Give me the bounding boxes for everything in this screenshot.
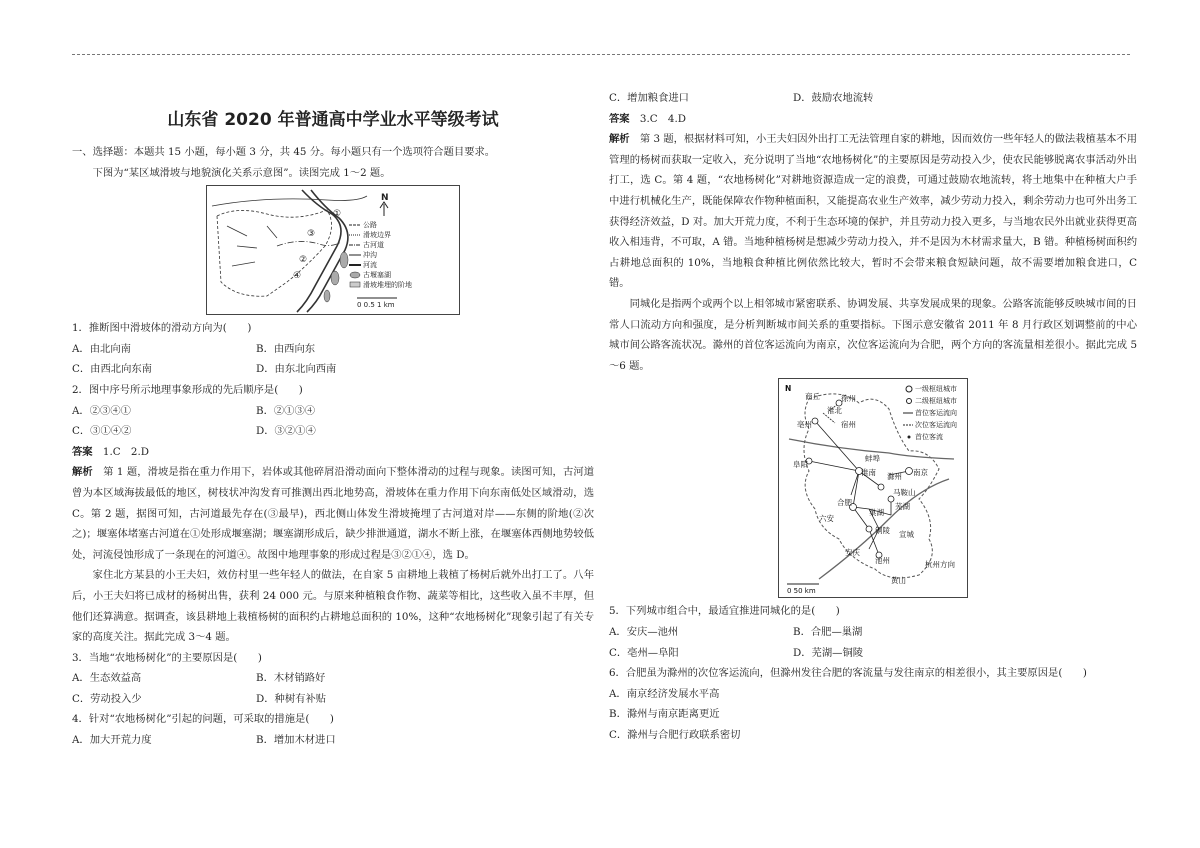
city-xuancheng: 宣城 (899, 530, 914, 540)
city-nanjing: 南京 (913, 468, 928, 478)
explanation-label: 解析 (72, 466, 93, 479)
anhui-map (778, 378, 968, 598)
city-wuhu: 芜湖 (895, 502, 910, 512)
city-shangqiu: 商丘 (805, 392, 820, 402)
q4-option-a: A．加大开荒力度 (72, 734, 152, 747)
city-hangzhou-direction: 杭州方向 (925, 560, 955, 570)
q6-option-b: B．滁州与南京距离更近 (609, 708, 720, 721)
q2-options-row2 (72, 421, 594, 442)
landslide-map (206, 185, 460, 315)
q6-option-c: C．滁州与合肥行政联系密切 (609, 728, 741, 741)
city-huangshan: 黄山 (891, 576, 906, 586)
map-num-2: ② (299, 255, 308, 266)
map2-scale: 0 50 km (787, 587, 816, 596)
q5-stem: 5．下列城市组合中，最适宜推进同城化的是( ) (609, 605, 840, 618)
city-hefei: 合肥 (837, 498, 852, 508)
city-suzhou: 宿州 (841, 420, 856, 430)
q1-stem: 1．推断图中滑坡体的滑动方向为( ) (72, 322, 252, 335)
legend-level1-hub: 一级枢纽城市 (915, 385, 957, 394)
right-column (609, 88, 1137, 745)
page-title: 山东省 2020 年普通高中学业水平等级考试 (167, 110, 499, 130)
north-arrow-icon (380, 202, 388, 216)
legend-buried-terrace: 滑坡堆埋的阶地 (363, 281, 412, 290)
q4-options-row1 (72, 730, 594, 751)
city-bozhou: 亳州 (797, 420, 812, 430)
city-bengbu: 蚌埠 (865, 454, 880, 464)
legend-ancient-channel: 古河道 (363, 241, 384, 250)
q3-option-c: C．劳动投入少 (72, 692, 142, 705)
map1-scale: 0 0.5 1 km (357, 301, 395, 310)
city-luan: 六安 (819, 514, 834, 524)
header-rule (72, 54, 1130, 55)
explanation-1-2 (72, 462, 594, 565)
legend-secondary-flow: 次位客运流向 (915, 421, 957, 430)
q1-option-a: A．由北向南 (72, 342, 131, 355)
q2-option-a: A．②③④① (72, 404, 131, 417)
q2-option-c: C．③①④② (72, 425, 132, 438)
city-maanshan: 马鞍山 (893, 488, 916, 498)
city-chizhou: 池州 (875, 556, 890, 566)
q6-stem: 6．合肥虽为滁州的次位客运流向，但滁州发往合肥的客流量与发往南京的相差很小，其主要原因是( ) (609, 667, 1087, 680)
q1-option-b: B．由西向东 (256, 342, 316, 355)
q4-option-d: D．鼓励农地流转 (793, 92, 874, 104)
q3-options-row1 (72, 668, 594, 689)
legend-landslide-boundary: 滑坡边界 (363, 231, 391, 240)
q5-option-a: A．安庆—池州 (609, 625, 679, 638)
legend-gully: 冲沟 (363, 251, 377, 260)
answer-label: 答案 (72, 445, 93, 458)
city-chaohu: 巢湖 (869, 508, 884, 518)
intro-q3-4: 家住北方某县的小王夫妇，效仿村里一些年轻人的做法，在自家 5 亩耕地上栽植了杨树后就外出打工了。八年后，小王夫妇将已成材的杨树出售，获利 24 000 元。与原来种植粮食作物、蔬菜等相比，这些收入虽不丰厚，但他们还算满意。据调查，该县耕地上栽植杨树的面积约占耕地总面积的 10%，这种“农地杨树化”现象引起了有关专家的高度关注。据此完成 3～4 题。 (72, 569, 594, 644)
legend-dammed-lake: 古堰塞湖 (363, 271, 391, 280)
q6-option-a: A．南京经济发展水平高 (609, 687, 720, 700)
legend-primary-flow: 首位客运流向 (915, 409, 957, 418)
q2-option-d: D．③②①④ (256, 425, 316, 438)
answer-text: 3.C 4.D (639, 112, 686, 125)
map-num-1: ① (333, 209, 342, 220)
answer-label: 答案 (609, 112, 630, 125)
q2-options-row1 (72, 401, 594, 422)
q3-option-b: B．木材销路好 (256, 672, 326, 685)
q3-option-a: A．生态效益高 (72, 672, 142, 685)
intro-q5-6: 同城化是指两个或两个以上相邻城市紧密联系、协调发展、共享发展成果的现象。公路客流能够反映城市间的日常人口流动方向和强度，是分析判断城市间关系的重要指标。下图示意安徽省 2011 年 8 月行政区划调整前的中心城市间公路客流状况。滁州的首位客运流向为南京，次位客运流向为合肥，两个方向的客流量相差很小。据此完成 5～6 题。 (609, 297, 1137, 372)
q3-option-d: D．种树有补贴 (256, 692, 327, 705)
q3-options-row2 (72, 689, 594, 710)
explanation-text: 第 1 题，滑坡是指在重力作用下，岩体或其他碎屑沿滑动面向下整体滑动的过程与现象。读图可知，古河道曾为本区域海拔最低的地区，树枝状冲沟发育可推测出西北地势高，滑坡体在重力作用下向东南低处区域滑动，选 C。第 2 题，据图可知，古河道最先存在(③最早)，西北侧山体发生滑坡掩埋了古河道对岸——东侧的阶地(②次之)；堰塞体堵塞古河道在①处形成堰塞湖；堰塞湖形成后，缺少排泄通道，湖水不断上涨，在堰塞体西侧地势较低处，河流侵蚀形成了一条现在的河道④。故图中地理事象的形成过程是③②①④，选 D。 (72, 466, 595, 561)
explanation-text: 第 3 题，根据材料可知，小王夫妇因外出打工无法管理自家的耕地，因而效仿一些年轻人的做法栽植基本不用管理的杨树而获取一定收入，充分说明了当地“农地杨树化”的主要原因是劳动投入少，使农民能够脱离农事活动外出打工，选 C。第 4 题，“农地杨树化”对耕地资源造成一定的浪费，可通过鼓励农地流转，将土地集中在种植大户手中进行机械化生产，既能保障农作物种植面积，又能提高农业生产效率，减少劳动力投入，剩余劳动力也可外出务工获得经济效益，D 对。加大开荒力度，不利于生态环境的保护，并且劳动力投入更多，与当地农民外出就业获得更高收入相违背，不可取，A 错。当地种植杨树是想减少劳动力投入，并不是因为木材需求量大，B 错。种植杨树面积约占耕地总面积的 10%，当地粮食种植比例依然比较大，暂时不会带来粮食短缺问题，故不需要增加粮食进口，C 错。 (609, 133, 1138, 290)
q5-options-row2 (609, 643, 1137, 664)
q1-option-d: D．由东北向西南 (256, 363, 337, 376)
city-xuzhou: 徐州 (841, 394, 856, 404)
left-column (72, 106, 594, 751)
answer-text: 1.C 2.D (102, 445, 149, 458)
city-tongling: 铜陵 (875, 526, 890, 536)
city-fuyang: 阜阳 (793, 460, 808, 470)
answer-1-2 (72, 442, 594, 463)
q2-option-b: B．②①③④ (256, 404, 316, 417)
q4-option-c: C．增加粮食进口 (609, 92, 689, 104)
q4-options-row2 (609, 88, 1137, 109)
legend-river: 河流 (363, 261, 377, 270)
north-label: N (785, 384, 792, 394)
q3-stem: 3．当地“农地杨树化”的主要原因是( ) (72, 651, 262, 664)
q4-stem: 4．针对“农地杨树化”引起的问题，可采取的措施是( ) (72, 713, 334, 726)
map-num-3: ③ (307, 229, 316, 240)
q2-stem: 2．图中序号所示地理事象形成的先后顺序是( ) (72, 383, 303, 396)
q1-options-row1 (72, 339, 594, 360)
explanation-3-4 (609, 129, 1137, 294)
legend-primary-passenger: 首位客流 (915, 433, 943, 442)
city-huainan: 淮南 (861, 468, 876, 478)
explanation-label: 解析 (609, 133, 630, 146)
q5-options-row1 (609, 622, 1137, 643)
q1-option-c: C．由西北向东南 (72, 363, 152, 376)
q5-option-b: B．合肥—巢湖 (793, 625, 863, 638)
legend-level2-hub: 二级枢纽城市 (915, 397, 957, 406)
q4-option-b: B．增加木材进口 (256, 734, 336, 747)
map-num-4: ④ (293, 271, 302, 282)
city-huaibei: 淮北 (827, 406, 842, 416)
q5-option-d: D．芜湖—铜陵 (793, 646, 864, 659)
answer-3-4 (609, 109, 1137, 130)
legend-road: 公路 (363, 221, 377, 230)
section-heading: 一、选择题：本题共 15 小题，每小题 3 分，共 45 分。每小题只有一个选项符合题目要求。 (72, 146, 496, 158)
city-anqing: 安庆 (845, 548, 860, 558)
q1-options-row2 (72, 359, 594, 380)
q5-option-c: C．亳州—阜阳 (609, 646, 679, 659)
north-label: N (381, 193, 389, 204)
intro-q1-2: 下图为“某区域滑坡与地貌演化关系示意图”。读图完成 1～2 题。 (92, 166, 391, 179)
city-chuzhou: 滁州 (887, 472, 902, 482)
